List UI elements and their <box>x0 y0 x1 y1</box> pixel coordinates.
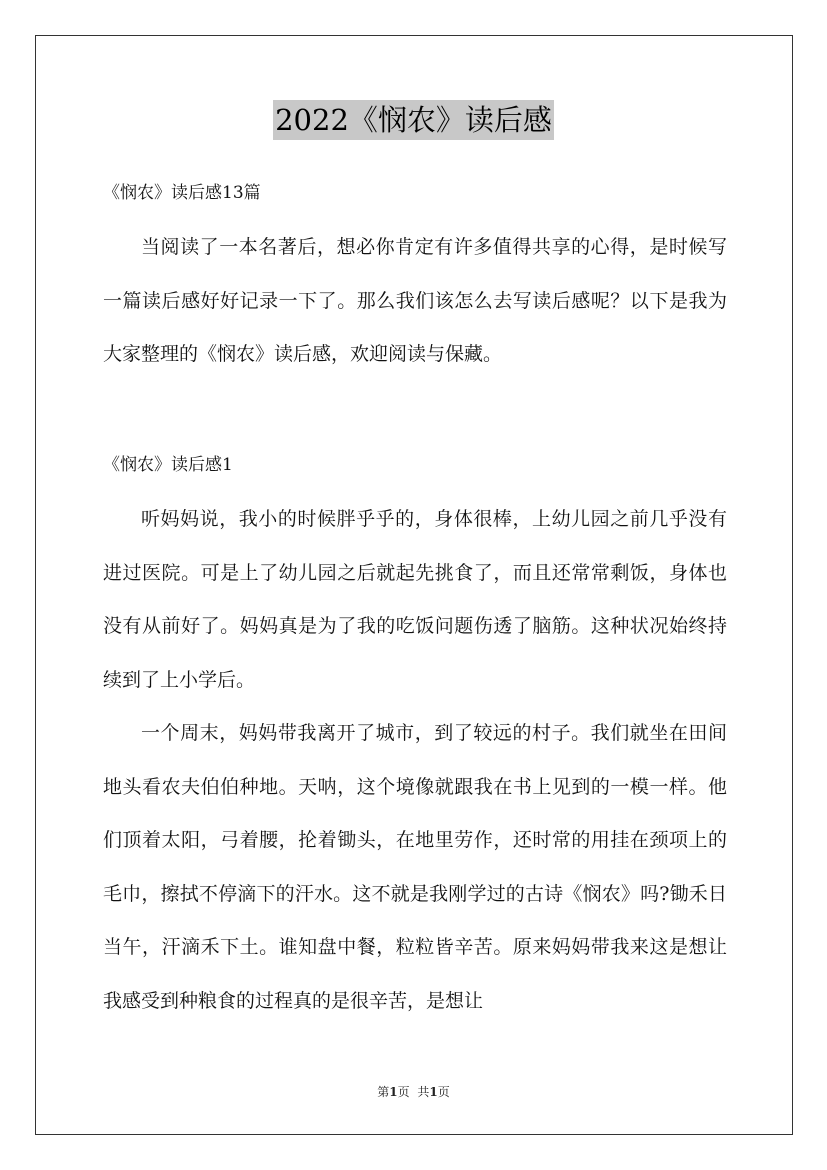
document-title: 2022《悯农》读后感 <box>273 100 554 140</box>
page-prefix: 第 <box>377 1085 390 1099</box>
page-footer <box>0 1083 827 1101</box>
title-container <box>0 100 827 140</box>
body-paragraph-1: 听妈妈说，我小的时候胖乎乎的，身体很棒，上幼儿园之前几乎没有进过医院。可是上了幼儿园之后就起先挑食了，而且还常常剩饭，身体也没有从前好了。妈妈真是为了我的吃饭问题伤透了脑筋。这种状况始终持续到了上小学后。 <box>103 508 727 691</box>
section-heading: 《悯农》读后感1 <box>103 455 233 475</box>
page-suffix: 页 <box>397 1085 410 1099</box>
total-suffix: 页 <box>437 1085 450 1099</box>
page-number: 1 <box>389 1085 398 1099</box>
document-subtitle: 《悯农》读后感13篇 <box>103 183 261 203</box>
total-pages: 1 <box>429 1085 438 1099</box>
intro-paragraph: 当阅读了一本名著后，想必你肯定有许多值得共享的心得，是时候写一篇读后感好好记录一下了。那么我们该怎么去写读后感呢？以下是我为大家整理的《悯农》读后感，欢迎阅读与保藏。 <box>103 236 727 366</box>
total-prefix: 共 <box>417 1085 430 1099</box>
body-paragraph-2: 一个周末，妈妈带我离开了城市，到了较远的村子。我们就坐在田间地头看农夫伯伯种地。天呐，这个境像就跟我在书上见到的一模一样。他们顶着太阳，弓着腰，抡着锄头，在地里劳作，还时常的用挂在颈项上的毛巾，擦拭不停滴下的汗水。这不就是我刚学过的古诗《悯农》吗?锄禾日当午，汗滴禾下土。谁知盘中餐，粒粒皆辛苦。原来妈妈带我来这是想让我感受到种粮食的过程真的是很辛苦，是想让 <box>103 722 727 1012</box>
